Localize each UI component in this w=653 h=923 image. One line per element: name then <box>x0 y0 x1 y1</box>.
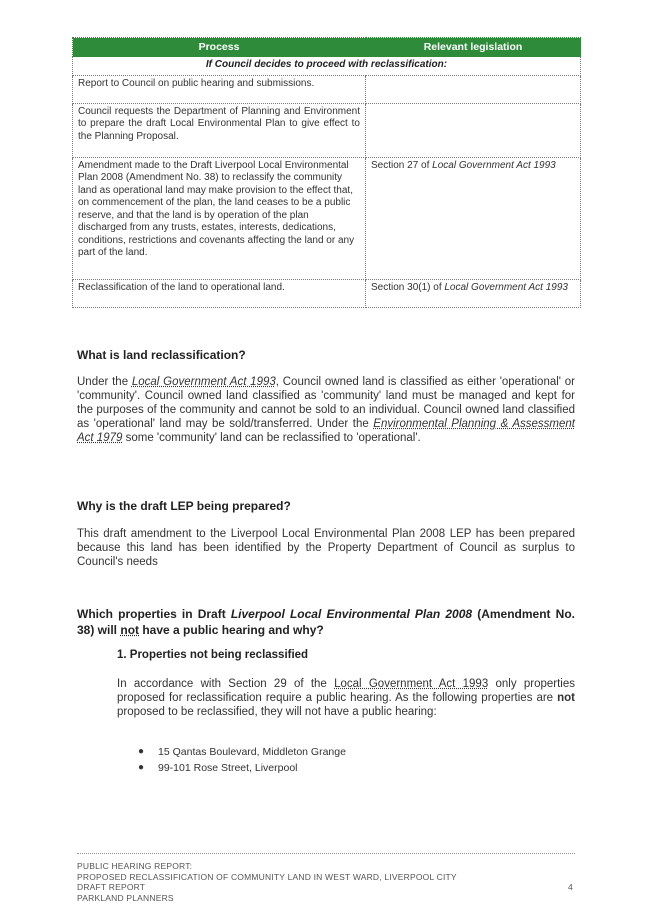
legislation-act: Local Government Act 1993 <box>432 159 556 171</box>
legislation-text: Section 27 of <box>371 159 433 171</box>
text-segment: only properties proposed for reclassification require a public hearing. As the following properties are <box>117 678 576 704</box>
text-segment: In accordance with Section 29 of the <box>117 678 335 690</box>
process-cell: Amendment made to the Draft Liverpool Local Environmental Plan 2008 (Amendment No. 38) to reclassify the community land as operational land may make provision to the effect that, on commencement of the plan, the land ceases to be a public reserve, and that the land is by operation of the plan discharged from any trusts, estates, interests, dedications, conditions, restrictions and covenants affecting the land or any part of the land. <box>73 157 366 279</box>
properties-list <box>138 744 346 776</box>
paragraph-why-prepared: This draft amendment to the Liverpool Local Environmental Plan 2008 LEP has been prepared because this land has been identified by the Property Department of Council as surplus to Council's needs <box>77 528 575 568</box>
process-cell: Council requests the Department of Planning and Environment to prepare the draft Local Environmental Plan to give effect to the Planning Proposal. <box>73 103 366 157</box>
table-banner-row <box>73 57 581 76</box>
paragraph-land-reclassification <box>77 375 575 445</box>
table-banner: If Council decides to proceed with reclassification: <box>73 57 581 76</box>
process-cell: Report to Council on public hearing and submissions. <box>73 75 366 103</box>
text-segment: proposed to be reclassified, they will not have a public hearing: <box>117 706 437 718</box>
list-item-text: 15 Qantas Boulevard, Middleton Grange <box>158 746 346 758</box>
text-segment: have a public hearing and why? <box>139 623 324 637</box>
text-segment: (Amendment No. 38) will <box>77 607 575 637</box>
text-segment: not <box>557 692 575 704</box>
list-item-text: 99-101 Rose Street, Liverpool <box>158 762 298 774</box>
heading-why-prepared: Why is the draft LEP being prepared? <box>77 499 291 513</box>
list-item <box>138 744 346 760</box>
footer-line: DRAFT REPORT <box>77 882 146 892</box>
act-reference-link[interactable]: Local Government Act 1993 <box>334 678 489 690</box>
table-header-row <box>73 38 581 57</box>
footer-line: PARKLAND PLANNERS <box>77 892 174 903</box>
footer <box>77 861 457 903</box>
bullet-icon: ● <box>138 746 145 757</box>
paragraph-not-reclassified <box>117 677 575 719</box>
process-cell: Reclassification of the land to operational land. <box>73 279 366 307</box>
table-row <box>73 279 581 307</box>
text-segment: Liverpool Local Environmental Plan 2008 <box>230 607 473 621</box>
legislation-cell <box>366 157 581 279</box>
header-process: Process <box>73 38 366 57</box>
bullet-icon: ● <box>138 762 145 773</box>
table-row <box>73 103 581 157</box>
table-row <box>73 157 581 279</box>
subheading-not-reclassified: 1. Properties not being reclassified <box>117 649 309 661</box>
footer-divider <box>77 853 575 854</box>
heading-land-reclassification: What is land reclassification? <box>77 348 246 362</box>
legislation-cell <box>366 279 581 307</box>
header-legislation: Relevant legislation <box>366 38 581 57</box>
text-segment: , Council owned land is classified as either 'operational' or 'community'. Council owned land classified as 'community' land must be managed and kept for the purposes of the community and cannot be sold to an individual. Council owned land classified as 'operational' land may be sold/transferred. Under the <box>77 376 575 430</box>
act-reference-link[interactable]: Local Government Act 1993 <box>131 376 276 388</box>
legislation-text: Section 30(1) of <box>371 281 445 293</box>
process-table <box>72 37 581 308</box>
list-item <box>138 760 346 776</box>
text-segment: some 'community' land can be reclassified to 'operational'. <box>122 432 421 444</box>
legislation-cell <box>366 75 581 103</box>
legislation-cell <box>366 103 581 157</box>
act-reference-link[interactable]: Environmental Planning & Assessment Act 1979 <box>77 418 575 444</box>
table-row <box>73 75 581 103</box>
text-segment: not <box>120 623 140 637</box>
legislation-act: Local Government Act 1993 <box>444 281 568 293</box>
page-number: 4 <box>568 882 573 892</box>
text-segment: Under the <box>77 376 132 388</box>
heading-properties <box>77 606 575 638</box>
footer-line: PUBLIC HEARING REPORT: <box>77 861 193 871</box>
text-segment: Which properties in Draft <box>77 607 231 621</box>
footer-line: PROPOSED RECLASSIFICATION OF COMMUNITY LAND IN WEST WARD, LIVERPOOL CITY <box>77 871 457 882</box>
